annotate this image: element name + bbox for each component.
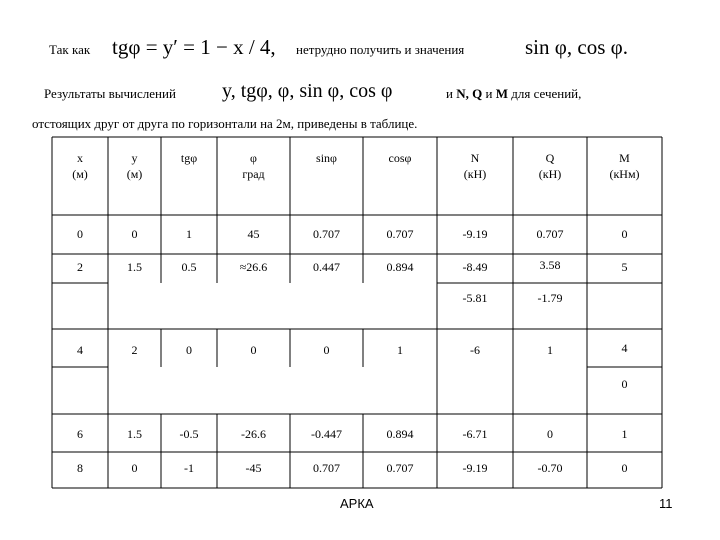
header-x-unit: (м): [72, 167, 88, 181]
table-cell: -9.19: [462, 461, 488, 475]
table-cell: 1: [397, 343, 403, 357]
table-cell: 0: [547, 427, 553, 441]
table-cell: -9.19: [462, 227, 488, 241]
table-cell: -8.49: [462, 260, 488, 274]
header-sin-label: sinφ: [316, 151, 337, 165]
table-cell: 1: [621, 427, 628, 441]
table-cell: 0: [131, 461, 138, 475]
header-tg-label: tgφ: [180, 151, 198, 165]
header-q-label: Q: [545, 151, 555, 165]
header-tg: [161, 150, 217, 166]
table-cell: -1.79: [537, 291, 563, 305]
table-cell: 0: [621, 461, 628, 475]
intro-line1-middle: нетрудно получить и значения: [296, 42, 465, 57]
table-cell: 0: [323, 343, 330, 357]
header-m-unit: (кНм): [609, 167, 640, 181]
table-cell: ≈26.6: [239, 260, 268, 274]
table-cell: 0.707: [313, 227, 340, 241]
footer-title: АРКА: [340, 496, 374, 511]
header-q: [513, 150, 587, 182]
header-y-unit: (м): [126, 167, 143, 181]
header-q-unit: (кН): [538, 167, 562, 181]
table-cell: -45: [245, 461, 262, 475]
header-m-label: M: [619, 151, 630, 165]
header-y: [108, 150, 161, 182]
table-cell: 0.447: [313, 260, 340, 274]
table-cell: -0.5: [179, 427, 199, 441]
page-number: 11: [659, 496, 673, 511]
table-cell: 2: [131, 343, 138, 357]
table-cell: 0.5: [181, 260, 197, 274]
table-cell: 0: [621, 377, 628, 391]
intro-line1-formula: tgφ = y′ = 1 − x / 4,: [112, 35, 276, 59]
table-cell: 6: [77, 427, 83, 441]
table-cell: 0.707: [313, 461, 340, 475]
table-cell: 0.707: [536, 227, 564, 241]
header-phi-unit: град: [242, 167, 265, 181]
header-cos: [363, 150, 437, 166]
table-cell: -5.81: [462, 291, 488, 305]
table-cell: 1.5: [127, 427, 142, 441]
intro-line2-and1: и: [446, 86, 453, 101]
table-cell: 8: [77, 461, 83, 475]
table-cell: 0: [621, 227, 628, 241]
header-n-unit: (кН): [463, 167, 487, 181]
table-cell: 4: [77, 343, 83, 357]
table-cell: 1: [547, 343, 553, 357]
table-cell: 0.894: [386, 427, 414, 441]
table-cell: -1: [184, 461, 194, 475]
table-cell: -6: [470, 343, 480, 357]
table-cell: 0: [77, 227, 83, 241]
table-cell: 0.707: [386, 227, 414, 241]
intro-line2-suffix: для сечений,: [511, 86, 582, 101]
intro-line2-m: M: [495, 86, 508, 101]
table-cell: 1.5: [127, 260, 142, 274]
table-cell: 45: [247, 227, 260, 241]
table-cell: 0: [250, 343, 257, 357]
header-m: [587, 150, 662, 182]
intro-line3: отстоящих друг от друга по горизонтали на 2м, приведены в таблице.: [32, 116, 418, 131]
header-phi: [217, 150, 290, 182]
table-cell: 2: [77, 260, 83, 274]
header-x-label: x: [77, 151, 83, 165]
header-cos-label: cosφ: [388, 151, 412, 165]
header-y-label: y: [131, 151, 138, 165]
table-cell: 0.894: [386, 260, 414, 274]
table-cell: -0.70: [537, 461, 563, 475]
intro-line2-formula: y, tgφ, φ, sin φ, cos φ: [222, 80, 393, 102]
table-cell: 5: [621, 260, 628, 274]
intro-line2-prefix: Результаты вычислений: [44, 86, 176, 101]
header-phi-label: φ: [250, 151, 257, 165]
intro-line2-n: N,: [456, 86, 469, 101]
intro-line1-prefix: Так как: [49, 42, 91, 57]
header-n: [437, 150, 513, 182]
table-cell: 4: [621, 341, 628, 355]
table-cell: 0.707: [386, 461, 414, 475]
intro-line2-q: Q: [472, 86, 483, 101]
table-cell: -26.6: [241, 427, 266, 441]
intro-line2-and2: и: [485, 86, 493, 101]
header-n-label: N: [470, 151, 480, 165]
header-sin: [290, 150, 363, 166]
table-cell: 0: [186, 343, 192, 357]
table-cell: 0: [131, 227, 138, 241]
header-x: [52, 150, 108, 182]
table-cell: 3.58: [539, 258, 561, 272]
intro-line1-formula2: sin φ, cos φ.: [525, 35, 628, 59]
table-cell: -6.71: [462, 427, 488, 441]
table-cell: -0.447: [311, 427, 342, 441]
table-cell: 1: [186, 227, 192, 241]
